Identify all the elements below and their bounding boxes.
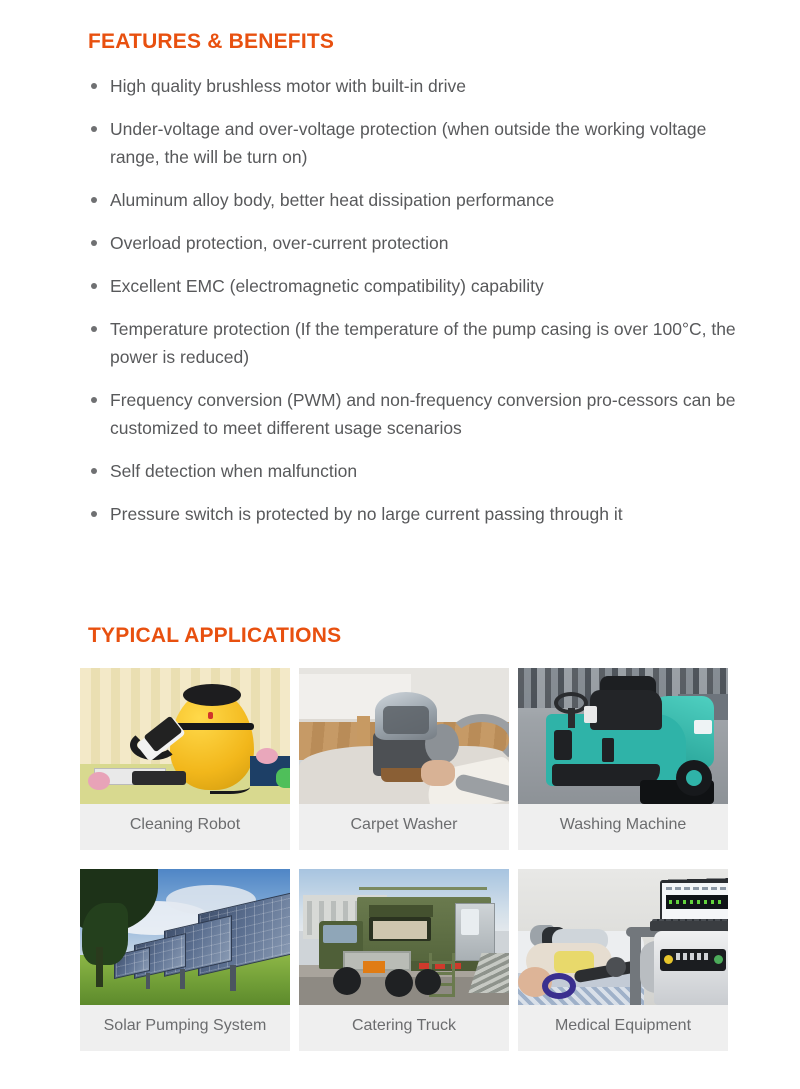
washing-machine-photo bbox=[518, 668, 728, 804]
bullet-dot-icon bbox=[91, 240, 97, 246]
feature-item bbox=[88, 229, 760, 257]
applications-grid bbox=[80, 668, 734, 1051]
bullet-dot-icon bbox=[91, 326, 97, 332]
feature-item bbox=[88, 272, 760, 300]
solar-pumping-system-photo bbox=[80, 869, 290, 1005]
bullet-dot-icon bbox=[91, 468, 97, 474]
feature-item bbox=[88, 72, 760, 100]
catering-truck-photo bbox=[299, 869, 509, 1005]
application-card-caption: Catering Truck bbox=[299, 1005, 509, 1051]
feature-item-text: High quality brushless motor with built-in drive bbox=[110, 76, 466, 96]
feature-item-text: Excellent EMC (electromagnetic compatibility) capability bbox=[110, 276, 544, 296]
medical-equipment-photo bbox=[518, 869, 728, 1005]
bullet-dot-icon bbox=[91, 397, 97, 403]
application-card[interactable] bbox=[299, 668, 509, 850]
application-card[interactable] bbox=[80, 869, 290, 1051]
application-card-caption: Carpet Washer bbox=[299, 804, 509, 850]
feature-item-text: Overload protection, over-current protection bbox=[110, 233, 449, 253]
bullet-dot-icon bbox=[91, 83, 97, 89]
carpet-washer-photo bbox=[299, 668, 509, 804]
features-benefits-heading: FEATURES & BENEFITS bbox=[88, 30, 335, 53]
feature-item bbox=[88, 500, 760, 528]
application-card[interactable] bbox=[299, 869, 509, 1051]
application-card-caption: Washing Machine bbox=[518, 804, 728, 850]
feature-item bbox=[88, 386, 760, 442]
typical-applications-heading: TYPICAL APPLICATIONS bbox=[88, 624, 342, 647]
application-card[interactable] bbox=[80, 668, 290, 850]
bullet-dot-icon bbox=[91, 283, 97, 289]
application-card[interactable] bbox=[518, 869, 728, 1051]
feature-item bbox=[88, 315, 760, 371]
bullet-dot-icon bbox=[91, 197, 97, 203]
feature-item-text: Aluminum alloy body, better heat dissipation performance bbox=[110, 190, 555, 210]
application-card[interactable] bbox=[518, 668, 728, 850]
feature-item-text: Temperature protection (If the temperature of the pump casing is over 100°C, the power is reduced) bbox=[110, 319, 736, 367]
features-benefits-list bbox=[88, 72, 760, 543]
feature-item-text: Under-voltage and over-voltage protection (when outside the working voltage range, the will be turn on) bbox=[110, 119, 707, 167]
application-card-caption: Cleaning Robot bbox=[80, 804, 290, 850]
feature-item bbox=[88, 186, 760, 214]
application-card-caption: Medical Equipment bbox=[518, 1005, 728, 1051]
application-card-caption: Solar Pumping System bbox=[80, 1005, 290, 1051]
feature-item bbox=[88, 115, 760, 171]
bullet-dot-icon bbox=[91, 511, 97, 517]
feature-item-text: Pressure switch is protected by no large current passing through it bbox=[110, 504, 623, 524]
feature-item bbox=[88, 457, 760, 485]
bullet-dot-icon bbox=[91, 126, 97, 132]
cleaning-robot-photo bbox=[80, 668, 290, 804]
feature-item-text: Self detection when malfunction bbox=[110, 461, 358, 481]
feature-item-text: Frequency conversion (PWM) and non-frequency conversion pro-cessors can be customized to meet different usage scenarios bbox=[110, 390, 736, 438]
